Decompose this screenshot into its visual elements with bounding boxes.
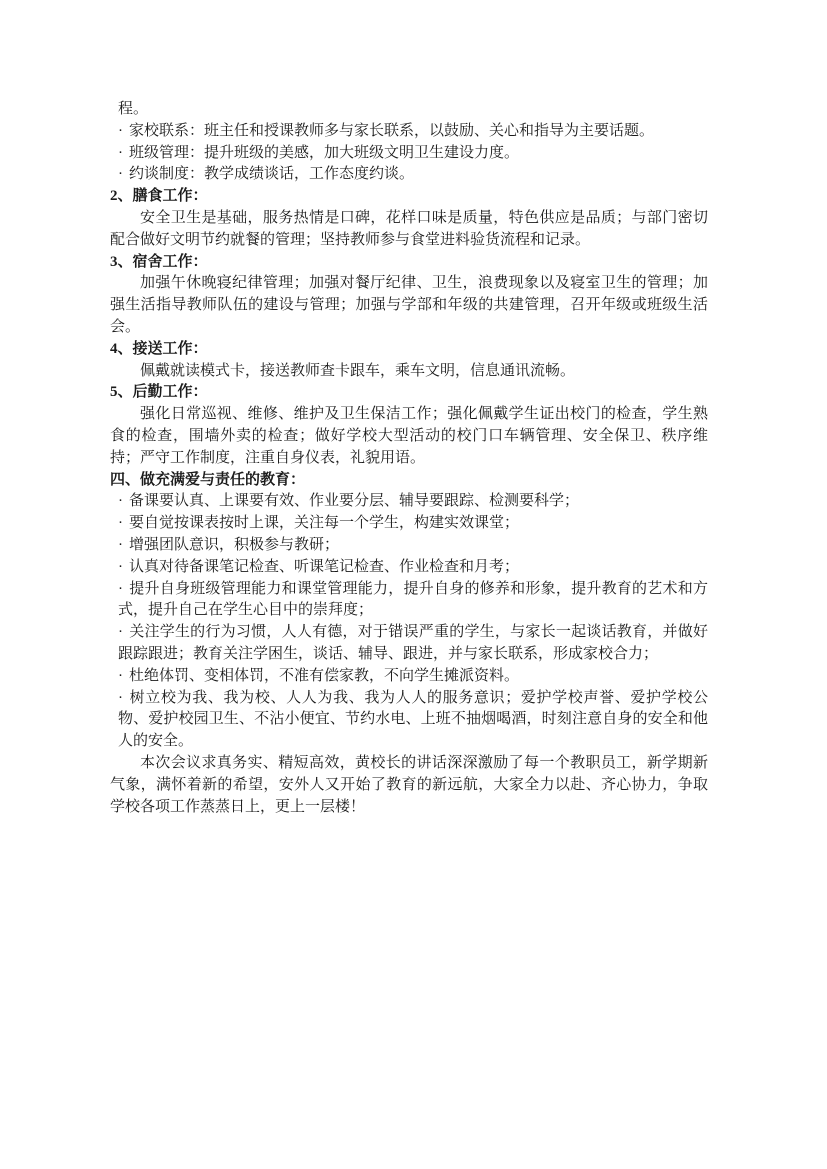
paragraph-text: 本次会议求真务实、精短高效，黄校长的讲话深深激励了每一个教职员工，新学期新气象，满怀着新的希望，安外人又开始了教育的新远航，大家全力以赴、齐心协力，争取学校各项工作蒸蒸日上，更上一层楼！ xyxy=(110,754,708,815)
bullet-icon: · xyxy=(118,166,123,183)
paragraph-text: 3、宿舍工作： xyxy=(110,253,208,270)
paragraph-body xyxy=(110,404,708,469)
paragraph-bullet xyxy=(110,121,708,143)
paragraph-bullet xyxy=(110,688,708,753)
paragraph-text: 备课要认真、上课要有效、作业要分层、辅导要跟踪、检测要科学； xyxy=(129,493,580,510)
paragraph-text: 四、做充满爱与责任的教育： xyxy=(110,471,306,488)
paragraph-body xyxy=(110,208,708,252)
bullet-icon: · xyxy=(118,624,123,641)
paragraph-body xyxy=(110,273,708,338)
bullet-icon: · xyxy=(118,122,123,139)
bullet-icon: · xyxy=(118,515,123,532)
paragraph-bullet xyxy=(110,622,708,666)
paragraph-text: 提升自身班级管理能力和课堂管理能力，提升自身的修养和形象，提升教育的艺术和方式，提升自己在学生心目中的崇拜度； xyxy=(118,580,708,619)
document-content xyxy=(110,99,708,818)
paragraph-text: 加强午休晚寝纪律管理；加强对餐厅纪律、卫生，浪费现象以及寝室卫生的管理；加强生活指导教师队伍的建设与管理；加强与学部和年级的共建管理，召开年级或班级生活会。 xyxy=(110,275,708,335)
paragraph-text: 约谈制度：教学成绩谈话，工作态度约谈。 xyxy=(129,166,415,183)
bullet-icon: · xyxy=(118,536,123,553)
paragraph-heading xyxy=(110,382,708,404)
bullet-icon: · xyxy=(118,689,123,706)
paragraph-body xyxy=(110,753,708,818)
paragraph-text: 安全卫生是基础，服务热情是口碑，花样口味是质量，特色供应是品质；与部门密切配合做好文明节约就餐的管理；坚持教师参与食堂进料验货流程和记录。 xyxy=(110,209,708,248)
bullet-icon: · xyxy=(118,667,123,684)
paragraph-heading xyxy=(110,470,708,492)
bullet-icon: · xyxy=(118,144,123,161)
bullet-icon: · xyxy=(118,558,123,575)
paragraph-bullet xyxy=(110,535,708,557)
paragraph-text: 佩戴就读模式卡，接送教师查卡跟车，乘车文明，信息通讯流畅。 xyxy=(140,362,576,379)
paragraph-text: 班级管理：提升班级的美感，加大班级文明卫生建设力度。 xyxy=(129,144,520,161)
paragraph-heading xyxy=(110,339,708,361)
paragraph-text: 认真对待备课笔记检查、听课笔记检查、作业检查和月考； xyxy=(129,558,520,575)
paragraph-text: 关注学生的行为习惯，人人有德，对于错误严重的学生，与家长一起谈话教育，并做好跟踪跟进；教育关注学困生，谈话、辅导、跟进，并与家长联系，形成家校合力； xyxy=(118,624,708,662)
paragraph-text: 5、后勤工作： xyxy=(110,384,208,401)
bullet-icon: · xyxy=(118,580,123,597)
paragraph-text: 4、接送工作： xyxy=(110,340,208,357)
paragraph-text: 要自觉按课表按时上课，关注每一个学生，构建实效课堂； xyxy=(129,515,520,532)
paragraph-text: 2、膳食工作： xyxy=(110,188,208,205)
paragraph-bullet xyxy=(110,491,708,513)
paragraph-text: 强化日常巡视、维修、维护及卫生保洁工作；强化佩戴学生证出校门的检查，学生熟食的检查，围墙外卖的检查；做好学校大型活动的校门口车辆管理、安全保卫、秩序维持；严守工作制度，注重自身仪表，礼貌用语。 xyxy=(110,406,708,466)
paragraph-bullet xyxy=(110,513,708,535)
paragraph-bullet xyxy=(110,557,708,579)
paragraph-heading xyxy=(110,186,708,208)
paragraph-text: 程。 xyxy=(118,101,149,117)
paragraph-text: 增强团队意识，积极参与教研； xyxy=(129,536,340,553)
paragraph-text: 杜绝体罚、变相体罚，不准有偿家教，不向学生摊派资料。 xyxy=(129,667,520,684)
bullet-icon: · xyxy=(118,493,123,510)
paragraph-bullet xyxy=(110,579,708,623)
paragraph-body xyxy=(110,361,708,383)
paragraph-heading xyxy=(110,252,708,274)
paragraph-text: 家校联系：班主任和授课教师多与家长联系，以鼓励、关心和指导为主要话题。 xyxy=(129,122,655,139)
paragraph-bullet xyxy=(110,143,708,165)
paragraph-continuation xyxy=(110,99,708,121)
paragraph-bullet xyxy=(110,666,708,688)
paragraph-bullet xyxy=(110,164,708,186)
paragraph-text: 树立校为我、我为校、人人为我、我为人人的服务意识；爱护学校声誉、爱护学校公物、爱护校园卫生、不沾小便宜、节约水电、上班不抽烟喝酒，时刻注意自身的安全和他人的安全。 xyxy=(118,689,708,750)
